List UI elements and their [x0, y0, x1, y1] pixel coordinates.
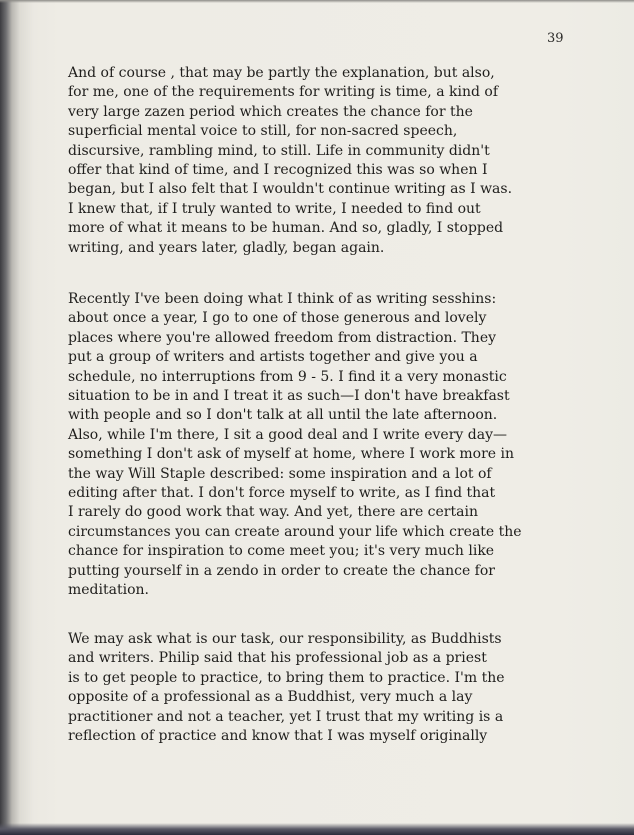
text-line: chance for inspiration to come meet you; it's very much like [68, 543, 495, 560]
text-line: practitioner and not a teacher, yet I trust that my writing is a [68, 708, 504, 725]
text-line: putting yourself in a zendo in order to create the chance for [68, 562, 495, 579]
text-line: Recently I've been doing what I think of as writing sesshins: [68, 291, 497, 307]
text-line: situation to be in and I treat it as such—I don't have breakfast [68, 388, 510, 405]
text-line: more of what it means to be human. And so, gladly, I stopped [68, 220, 504, 237]
text-line: We may ask what is our task, our responsibility, as Buddhists [68, 631, 502, 647]
page-number: 39 [547, 31, 564, 46]
text-line: about once a year, I go to one of those generous and lovely [68, 310, 487, 327]
text-line: writing, and years later, gladly, began again. [68, 239, 385, 256]
text-line: offer that kind of time, and I recognized this was so when I [68, 162, 488, 179]
paragraph-1 [68, 64, 608, 258]
text-line: the way Will Staple described: some inspiration and a lot of [68, 465, 492, 482]
text-line: for me, one of the requirements for writing is time, a kind of [68, 84, 498, 101]
text-line: places where you're allowed freedom from distraction. They [68, 329, 497, 346]
text-line: began, but I also felt that I wouldn't continue writing as I was. [68, 181, 513, 198]
text-line: with people and so I don't talk at all until the late afternoon. [68, 407, 498, 424]
text-line: very large zazen period which creates the chance for the [68, 103, 473, 120]
text-line: I rarely do good work that way. And yet, there are certain [68, 504, 478, 521]
text-line: something I don't ask of myself at home, where I work more in [68, 446, 515, 463]
text-line: I knew that, if I truly wanted to write, I needed to find out [68, 200, 481, 217]
text-line: is to get people to practice, to bring them to practice. I'm the [68, 669, 505, 686]
text-line: reflection of practice and know that I was myself originally [68, 728, 488, 745]
paragraph-3 [68, 630, 608, 746]
text-line: editing after that. I don't force myself to write, as I find that [68, 485, 496, 502]
text-line: schedule, no interruptions from 9 - 5. I find it a very monastic [68, 368, 507, 385]
text-line: superficial mental voice to still, for non-sacred speech, [68, 123, 458, 140]
paragraph-2 [68, 290, 608, 601]
text-line: Also, while I'm there, I sit a good deal and I write every day— [68, 426, 507, 443]
text-line: and writers. Philip said that his professional job as a priest [68, 650, 487, 667]
text-line: meditation. [68, 582, 149, 599]
text-line: And of course , that may be partly the explanation, but also, [68, 65, 495, 81]
text-line: opposite of a professional as a Buddhist, very much a lay [68, 689, 473, 706]
text-line: circumstances you can create around your life which create the [68, 523, 522, 540]
text-line: put a group of writers and artists together and give you a [68, 349, 478, 366]
text-line: discursive, rambling mind, to still. Life in community didn't [68, 142, 490, 159]
